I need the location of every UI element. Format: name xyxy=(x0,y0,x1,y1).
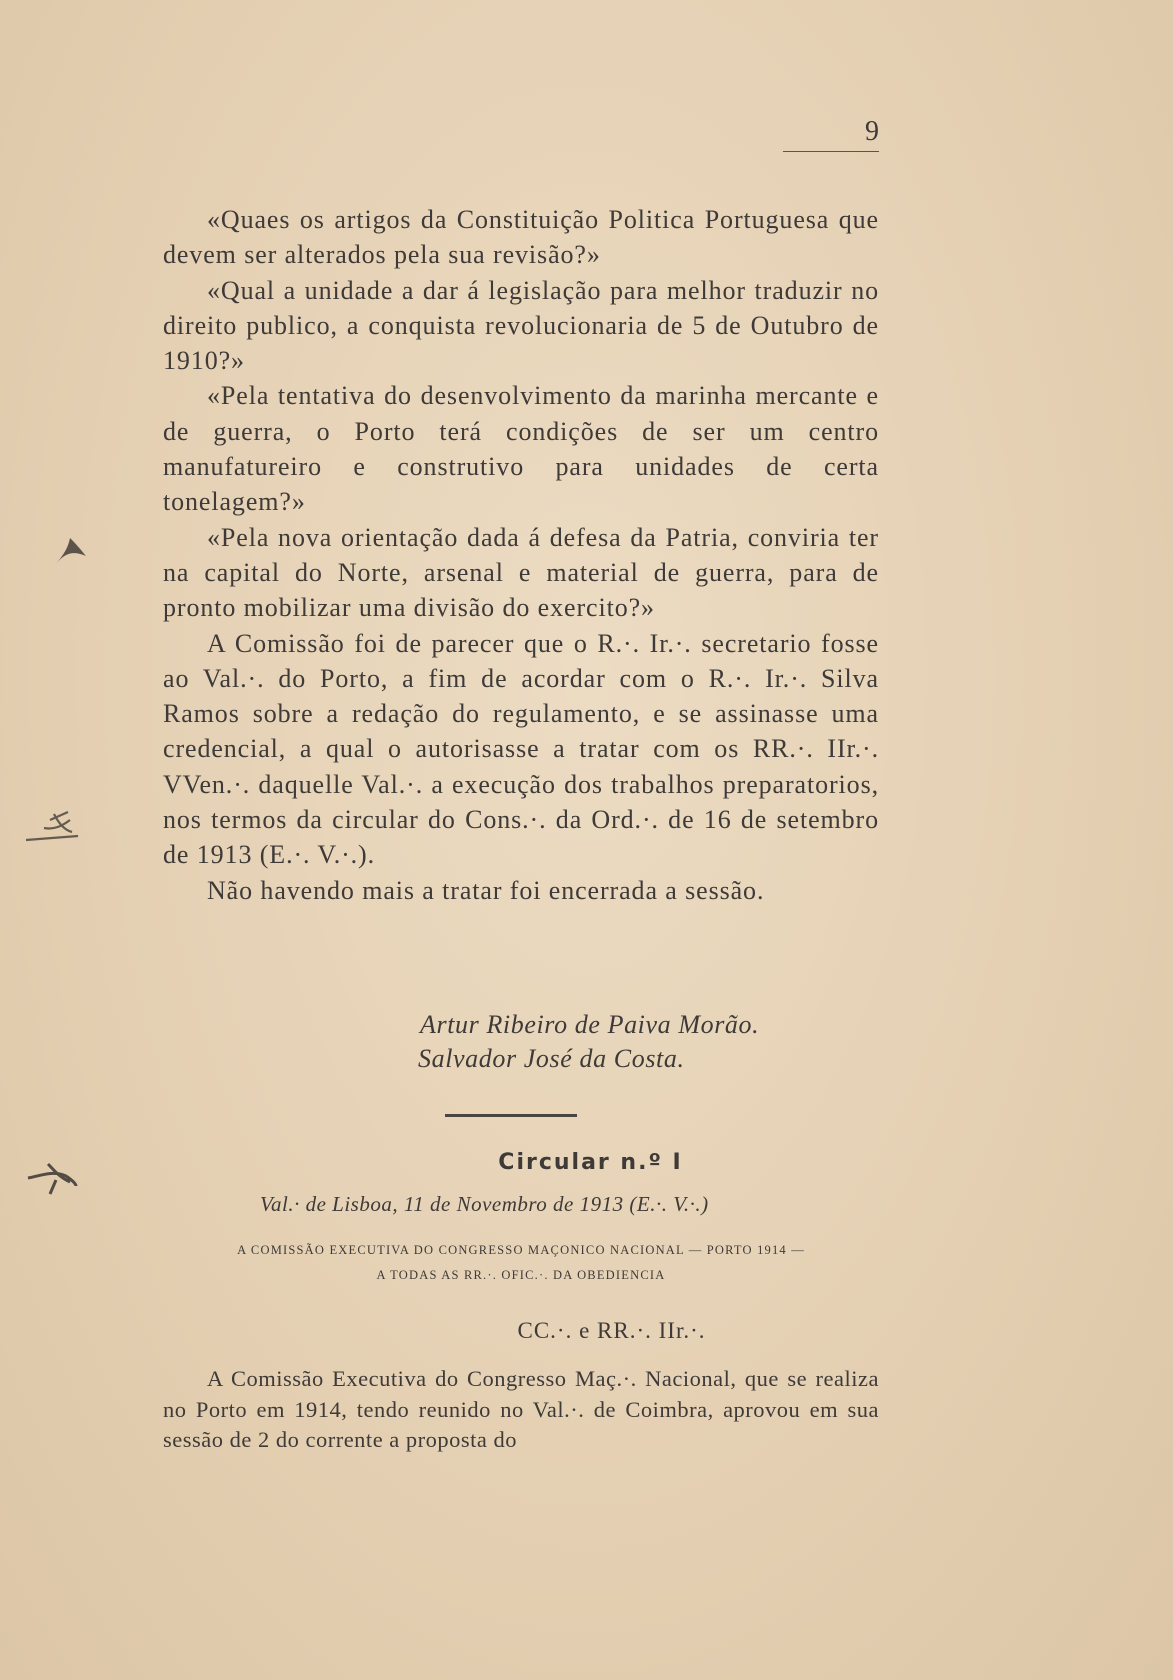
closing-line: Não havendo mais a tratar foi encerrada a sessão. xyxy=(207,875,765,905)
signatures xyxy=(420,1008,759,1076)
circular-date: Val.· de Lisboa, 11 de Novembro de 1913 (E.·. V.·.) xyxy=(260,1192,709,1216)
circular-salutation: CC.·. e RR.·. IIr.·. xyxy=(517,1318,706,1343)
circular-address xyxy=(160,1238,882,1288)
circular-body xyxy=(163,1364,879,1456)
question-1: «Quaes os artigos da Constituição Politica Portuguesa que devem ser alterados pela sua revisão?» xyxy=(163,205,879,270)
question-4: «Pela nova orientação dada á defesa da Patria, conviria ter na capital do Norte, arsenal e material de guerra, para de pronto mobilizar uma divisão do exercito?» xyxy=(163,522,879,623)
page-number: 9 xyxy=(865,116,879,147)
hand-drawn-mark-icon xyxy=(24,800,80,848)
resolution-paragraph: A Comissão foi de parecer que o R.·. Ir.·. secretario fosse ao Val.·. do Porto, a fim de acordar com o R.·. Ir.·. Silva Ramos sobre a redação do regulamento, e se assinasse uma credencial, a qual o autorisasse a tratar com os RR.·. IIr.·. VVen.·. daquelle Val.·. a execução dos trabalhos preparatorios, nos termos da circular do Cons.·. da Ord.·. de 16 de setembro de 1913 (E.·. V.·.). xyxy=(163,628,879,870)
main-text xyxy=(163,202,879,908)
ornament-mark-2 xyxy=(24,800,80,853)
signature-2: Salvador José da Costa. xyxy=(418,1044,685,1073)
address-line-1: A COMISSÃO EXECUTIVA DO CONGRESSO MAÇONICO NACIONAL — PORTO 1914 — xyxy=(237,1243,805,1257)
question-2: «Qual a unidade a dar á legislação para melhor traduzir no direito publico, a conquista revolucionaria de 5 de Outubro de 1910?» xyxy=(163,275,879,376)
question-3: «Pela tentativa do desenvolvimento da marinha mercante e de guerra, o Porto terá condições de ser um centro manufatureiro e construtivo para unidades de certa tonelagem?» xyxy=(163,381,879,517)
hand-drawn-mark-icon xyxy=(52,536,92,572)
ornament-mark-1 xyxy=(52,536,92,577)
address-line-2: A TODAS AS RR.·. OFIC.·. DA OBEDIENCIA xyxy=(376,1268,666,1282)
page-number-rule xyxy=(783,151,879,152)
signature-1: Artur Ribeiro de Paiva Morão. xyxy=(420,1010,760,1039)
section-divider xyxy=(445,1114,577,1117)
circular-title: Circular n.º I xyxy=(498,1150,683,1175)
circular-body-paragraph: A Comissão Executiva do Congresso Maç.·. Nacional, que se realiza no Porto em 1914, tendo reunido no Val.·. de Coimbra, aprovou em sua sessão de 2 do corrente a proposta do xyxy=(163,1366,879,1452)
